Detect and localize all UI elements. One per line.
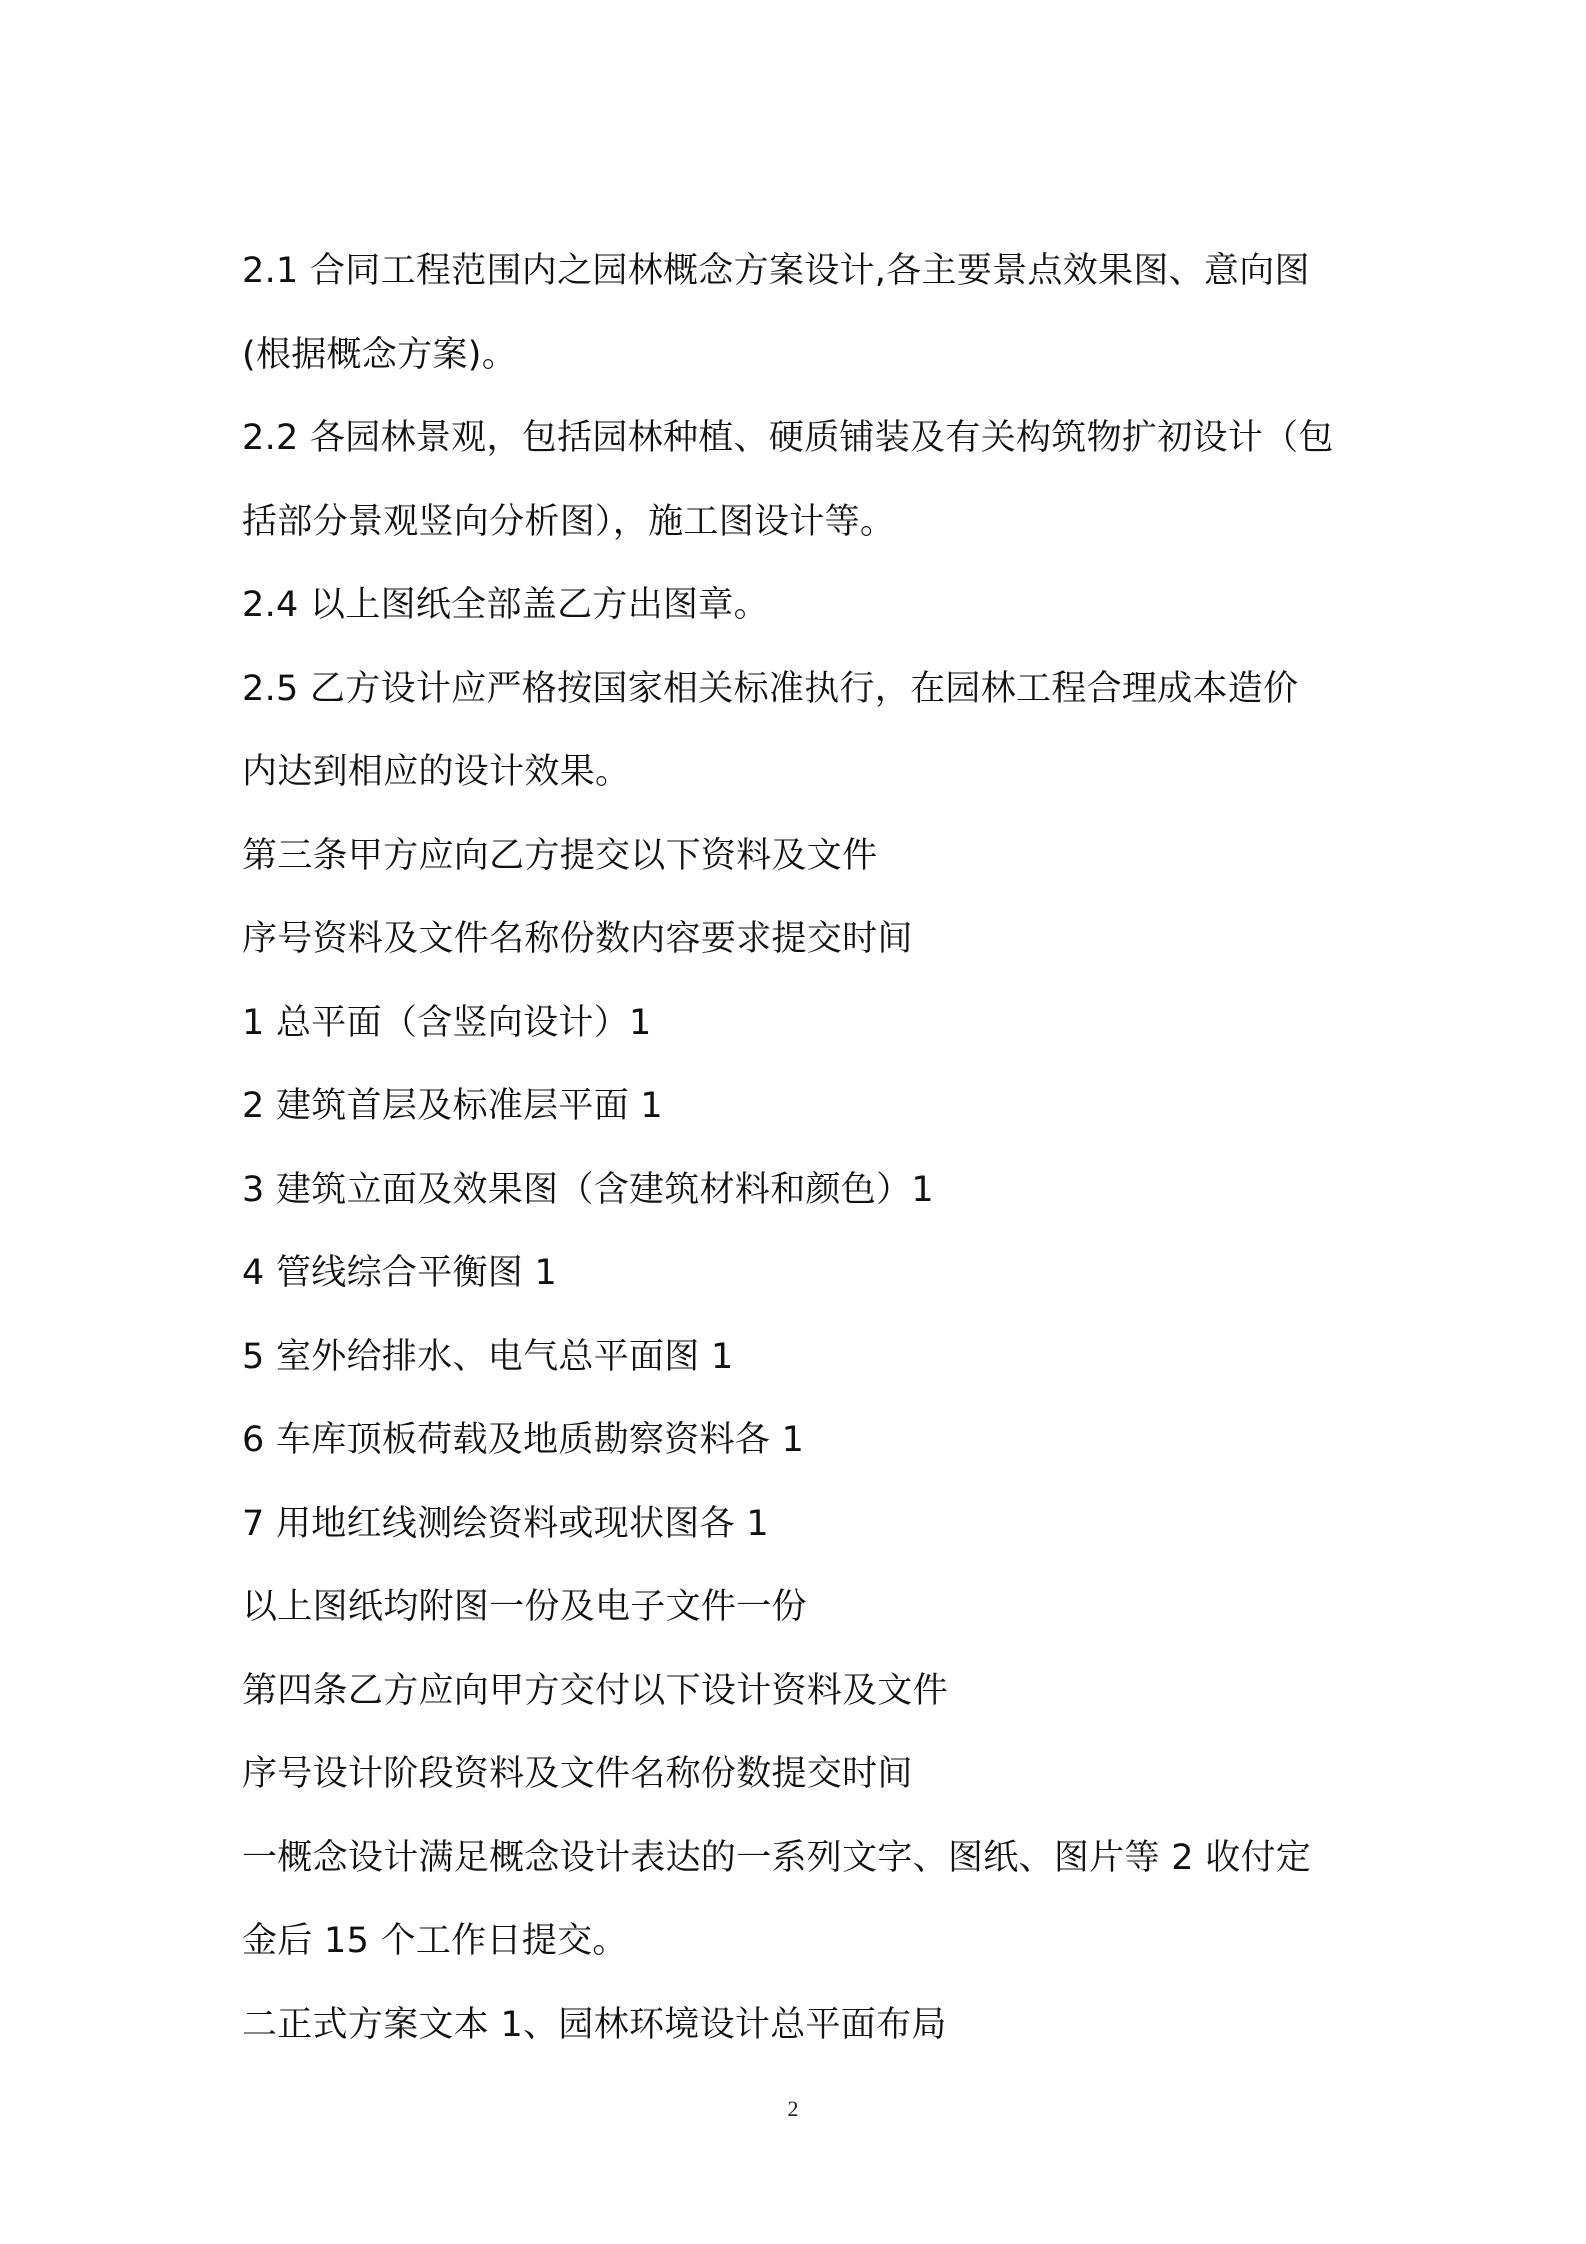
list-item: 4 管线综合平衡图 1 [242,1253,558,1293]
list-item: 1 总平面（含竖向设计）1 [242,1002,652,1043]
list-item: 3 建筑立面及效果图（含建筑材料和颜色）1 [242,1169,934,1210]
text-line: (根据概念方案)。 [242,334,518,375]
text-line: 二正式方案文本 1、园林环境设计总平面布局 [242,2004,947,2045]
list-item: 6 车库顶板荷载及地质勘察资料各 1 [242,1420,805,1460]
text-line: 括部分景观竖向分析图），施工图设计等。 [242,501,896,542]
section-heading: 第三条甲方应向乙方提交以下资料及文件 [242,835,878,876]
text-line: 2.4 以上图纸全部盖乙方出图章。 [242,585,769,625]
page-number: 2 [787,2096,799,2121]
text-line: 内达到相应的设计效果。 [242,752,631,792]
list-item: 2 建筑首层及标准层平面 1 [242,1086,663,1126]
section-heading: 第四条乙方应向甲方交付以下设计资料及文件 [242,1670,949,1711]
text-line: 2.2 各园林景观，包括园林种植、硬质铺装及有关构筑物扩初设计（包 [242,418,1334,458]
text-line: 2.5 乙方设计应严格按国家相关标准执行，在园林工程合理成本造价 [242,668,1299,709]
table-header-line: 序号资料及文件名称份数内容要求提交时间 [242,919,913,959]
table-header-line: 序号设计阶段资料及文件名称份数提交时间 [242,1754,913,1794]
list-item: 5 室外给排水、电气总平面图 1 [242,1336,734,1377]
text-line: 一概念设计满足概念设计表达的一系列文字、图纸、图片等 2 收付定 [242,1837,1312,1878]
text-line: 2.1 合同工程范围内之园林概念方案设计,各主要景点效果图、意向图 [242,251,1310,291]
text-line: 以上图纸均附图一份及电子文件一份 [242,1587,807,1627]
text-line: 金后 15 个工作日提交。 [242,1921,628,1961]
document-body [242,230,1362,2067]
list-item: 7 用地红线测绘资料或现状图各 1 [242,1503,769,1544]
